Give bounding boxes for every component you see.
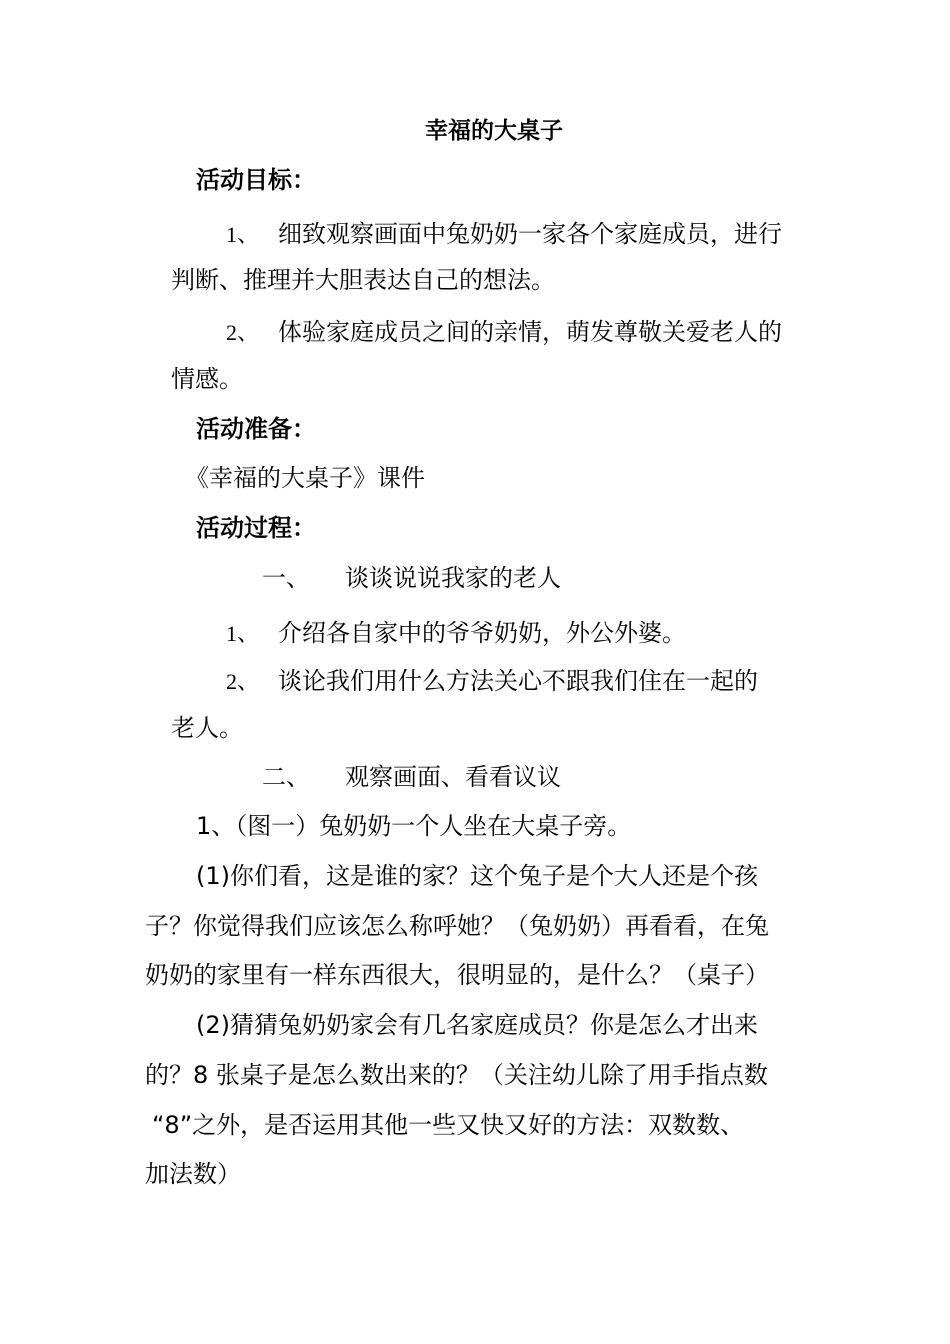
goal1-number: 1、 — [226, 222, 260, 247]
s1-item2-text-line2: 老人。 — [171, 714, 243, 742]
s1-item1-text: 介绍各自家中的爷爷奶奶，外公外婆。 — [278, 619, 686, 647]
goals-heading: 活动目标： — [196, 166, 316, 194]
prep-heading: 活动准备： — [196, 415, 316, 443]
question2-line3: “8”之外，是否运用其他一些又快又好的方法：双数数、 — [152, 1111, 745, 1139]
question1-line2: 子？你觉得我们应该怎么称呼她？（兔奶奶）再看看，在兔 — [145, 912, 769, 940]
question1-line1: (1)你们看，这是谁的家？这个兔子是个大人还是个孩 — [196, 862, 758, 890]
goal1-text-line2: 判断、推理并大胆表达自己的想法。 — [171, 266, 555, 294]
section2-title: 观察画面、看看议议 — [345, 763, 561, 791]
s1-item2-number: 2、 — [226, 669, 260, 694]
question1-line3: 奶奶的家里有一样东西很大，很明显的，是什么？（桌子） — [145, 961, 769, 989]
s1-item1-number: 1、 — [226, 621, 260, 646]
process-heading: 活动过程： — [196, 514, 316, 542]
goal1-text-line1: 细致观察画面中兔奶奶一家各个家庭成员，进行 — [278, 220, 782, 248]
s2-item1-text: 1、（图一）兔奶奶一个人坐在大桌子旁。 — [196, 812, 632, 840]
prep-text: 《幸福的大桌子》课件 — [185, 464, 425, 492]
document-title: 幸福的大桌子 — [425, 118, 563, 144]
s1-item2-text-line1: 谈论我们用什么方法关心不跟我们住在一起的 — [278, 667, 758, 695]
goal2-text-line2: 情感。 — [171, 365, 243, 393]
question2-line2: 的？8 张桌子是怎么数出来的？（关注幼儿除了用手指点数 — [145, 1061, 768, 1089]
section1-number: 一、 — [262, 564, 310, 592]
question2-line1: (2)猜猜兔奶奶家会有几名家庭成员？你是怎么才出来 — [196, 1011, 758, 1039]
goal2-text-line1: 体验家庭成员之间的亲情，萌发尊敬关爱老人的 — [278, 318, 782, 346]
question2-line4: 加法数） — [145, 1160, 241, 1188]
section1-title: 谈谈说说我家的老人 — [345, 564, 561, 592]
section2-number: 二、 — [262, 763, 310, 791]
goal2-number: 2、 — [226, 320, 260, 345]
